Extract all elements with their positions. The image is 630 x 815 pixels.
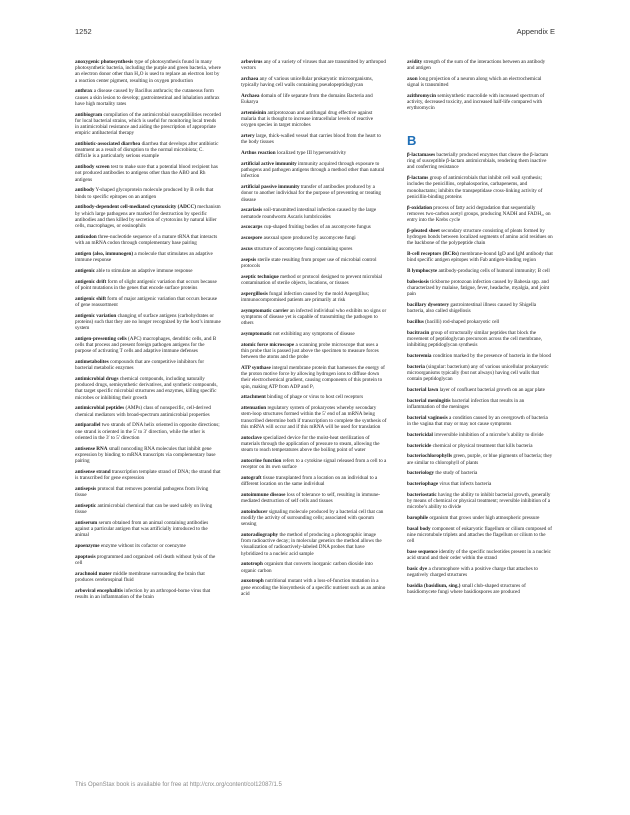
glossary-definition: gastrointestinal illness caused by Shigella bacteria, also called shigellosis (407, 302, 537, 315)
glossary-term: babesiosis (407, 278, 429, 285)
glossary-definition: protocol that removes potential pathogens from living tissue (75, 485, 209, 499)
glossary-definition: tickborne protozoan infection caused by Babesia spp. and characterized by malaise, fatigue, fever, headache, myalgia, and joint pain (407, 278, 550, 298)
glossary-term: bacillary dysentery (407, 302, 450, 309)
glossary-entry (75, 503, 221, 515)
glossary-entry (407, 251, 553, 263)
glossary-term: avidity (407, 59, 423, 65)
glossary-term: autoinducer (241, 508, 268, 515)
glossary-definition: fungal infection caused by the mold Aspergillus; immunocompromised patients are primarily at risk (241, 290, 369, 303)
glossary-term: bactericidal (407, 431, 433, 438)
glossary-term: ascus (241, 246, 253, 252)
glossary-definition: test to make sure that a potential blood recipient has not produced antibodies to antigens other than the ABO and Rh antigens (75, 164, 218, 183)
glossary-entry (241, 133, 387, 145)
glossary-entry (407, 205, 553, 224)
glossary-definition: (AMPs) class of nonspecific, cell-derived chemical mediators with broad-spectrum antimicrobial properties (75, 405, 211, 418)
glossary-term: barophile (407, 515, 429, 522)
glossary-entry (407, 76, 553, 88)
glossary-definition: mechanism by which large pathogens are marked for destruction by specific antibodies and then killed by secretion of cytotoxins by natural killer cells, macrophages, or eosinophils (75, 204, 221, 230)
glossary-term: bacterial lawn (407, 387, 439, 394)
glossary-entry (75, 112, 221, 137)
glossary-term: artery (241, 133, 255, 140)
glossary-definition: integral membrane protein that harnesses the energy of the proton motive force by allowing hydrogen ions to diffuse down their electrochemical gradient, causing components of this protein to spin, making ATP from ADP and Pᵢ (241, 365, 385, 390)
glossary-definition: asexual spore produced by ascomycete fungi (263, 235, 356, 242)
glossary-definition: any of a variety of viruses that are transmitted by arthropod vectors (241, 59, 386, 72)
glossary-term: autoclave (241, 434, 262, 441)
glossary-term: antisense strand (75, 468, 111, 475)
glossary-definition: serum obtained from an animal containing antibodies against a particular antigen that was artificially introduced to the animal (75, 519, 209, 539)
glossary-entry (75, 336, 221, 355)
glossary-definition: soil-transmitted intestinal infection caused by the large nematode roundworm Ascaris lumbricoides (241, 207, 377, 220)
glossary-term: Arthus reaction (241, 150, 276, 157)
glossary-entry (241, 110, 387, 129)
glossary-term: β-pleated sheet (407, 227, 440, 234)
glossary-entry (407, 453, 553, 465)
glossary-term: basal body (407, 526, 431, 532)
glossary-column-3-top (407, 59, 553, 129)
page-number: 1252 (75, 27, 92, 36)
glossary-definition: compilation of the antimicrobial susceptibilities recorded for local bacterial strains, which is useful for monitoring local trends in antimicrobial resistance and aiding the prescription of appropriate empiric antibacterial therapy (75, 111, 221, 137)
glossary-entry (75, 251, 221, 263)
glossary-definition: any of various unicellular prokaryotic microorganisms, typically having cell walls containing pseudopeptidoglycan (241, 76, 373, 89)
glossary-term: artificial passive immunity (241, 184, 300, 191)
glossary-term: antigen (also, immunogen) (75, 250, 134, 257)
glossary-entry (407, 387, 553, 393)
glossary-entry (407, 330, 553, 349)
glossary-definition: having the ability to inhibit bacterial growth, generally by means of chemical or physical treatment; reversible inhibition of a microbe’s ability to divide (407, 492, 551, 511)
footer-notice: This OpenStax book is available for free at http://cnx.org/content/col12087/1.5 (75, 782, 282, 788)
glossary-entry (407, 492, 553, 511)
glossary-definition: green, purple, or blue pigments of bacteria; they are similar to chlorophyll of plants (407, 453, 553, 466)
glossary-entry (407, 549, 553, 561)
glossary-entry (75, 268, 221, 274)
glossary-term: arbovirus (241, 59, 263, 65)
glossary-entry (407, 443, 553, 449)
glossary-term: antigenic (75, 267, 95, 274)
glossary-column-2 (241, 59, 387, 771)
glossary-entry (75, 88, 221, 107)
glossary-column-3 (407, 152, 553, 772)
glossary-entry (407, 175, 553, 200)
glossary-term: ascocarps (241, 224, 263, 231)
glossary-term: antimetabolites (75, 359, 109, 366)
glossary-entry (407, 481, 553, 487)
glossary-definition: organism that converts inorganic carbon dioxide into organic carbon (241, 561, 373, 574)
glossary-definition: group of structurally similar peptides that block the movement of peptidoglycan precursors across the cell membrane, inhibiting peptidoglycan synthesis (407, 329, 543, 349)
glossary-entry (241, 532, 387, 557)
glossary-term: Archaea (241, 93, 260, 99)
glossary-definition: binding of phage or virus to host cell receptors (267, 394, 364, 401)
glossary-entry (407, 59, 553, 71)
glossary-entry (241, 308, 387, 327)
glossary-entry (407, 268, 553, 274)
glossary-term: bacteriostatic (407, 492, 437, 498)
glossary-entry (407, 515, 553, 521)
glossary-entry (75, 187, 221, 199)
glossary-term: antibody screen (75, 164, 110, 171)
glossary-entry (241, 235, 387, 241)
glossary-definition: chemical compounds, including naturally produced drugs, semisynthetic derivatives, and synthetic compounds, that target specific microbial structures and enzymes, killing specific microbes or inhibiting their growth (75, 376, 218, 401)
glossary-definition: (singular: bacterium) any of various unicellular prokaryotic microorganisms typically (but not always) having cell walls that contain peptidoglycan (407, 363, 549, 383)
glossary-definition: specialized device for the moist-heat sterilization of materials through the application of pressure to steam, allowing the steam to reach temperatures above the boiling point of water (241, 434, 380, 454)
glossary-definition: chemical or physical treatment that kills bacteria (432, 442, 533, 449)
glossary-definition: nutritional mutant with a loss-of-function mutation in a gene encoding the biosynthesis of a specific nutrient such as an amino acid (241, 578, 386, 597)
glossary-entry (241, 224, 387, 230)
glossary-entry (75, 588, 221, 600)
glossary-entry (407, 302, 553, 314)
glossary-definition: middle membrane surrounding the brain that produces cerebrospinal fluid (75, 570, 205, 584)
glossary-definition: a chromophore with a positive charge that attaches to negatively charged structures (407, 566, 538, 579)
glossary-term: antibody-dependent cell-mediated cytotoxicity (ADCC) (75, 204, 196, 211)
section-letter-b: B (407, 133, 417, 148)
glossary-definition: form of major antigenic variation that occurs because of gene reassortment (75, 295, 218, 308)
glossary-term: antiseptic (75, 502, 97, 509)
glossary-term: antimicrobial peptides (75, 405, 125, 412)
glossary-term: bacterial vaginosis (407, 414, 448, 421)
glossary-term: auxotroph (241, 578, 264, 585)
glossary-term: basidia (basidium, sing.) (407, 583, 461, 590)
glossary-entry (75, 554, 221, 566)
glossary-definition: a scanning probe microscope that uses a thin probe that is passed just above the specimen to measure forces between the atoms and the probe (241, 341, 379, 361)
glossary-term: antigenic drift (75, 278, 107, 285)
glossary-term: archaea (241, 76, 259, 82)
glossary-term: bacteremia (407, 353, 432, 360)
glossary-definition: domain of life separate from the domains Bacteria and Eukarya (241, 93, 373, 106)
glossary-term: apoenzyme (75, 543, 100, 550)
glossary-entry (407, 364, 553, 383)
glossary-entry (241, 257, 387, 269)
glossary-definition: form of slight antigenic variation that occurs because of point mutations in the genes that encode surface proteins (75, 278, 217, 291)
glossary-term: β-oxidation (407, 204, 432, 211)
glossary-term: antibiogram (75, 111, 103, 118)
glossary-definition: a molecule that stimulates an adaptive immune response (75, 250, 213, 264)
glossary-column-1 (75, 59, 221, 771)
glossary-term: antimicrobial drugs (75, 376, 119, 383)
glossary-definition: a condition caused by an overgrowth of bacteria in the vagina that may or may not cause symptoms (407, 414, 548, 428)
glossary-definition: a disease caused by Bacillus anthracis; the cutaneous form causes a skin lesion to develop; gastrointestinal and inhalation anthrax have high mortality rates (75, 88, 220, 107)
glossary-entry (407, 415, 553, 427)
glossary-definition: signaling molecule produced by a bacterial cell that can modify the activity of surrounding cells; associated with quorum sensing (241, 508, 384, 528)
glossary-entry (407, 93, 553, 112)
page-header (75, 27, 555, 39)
glossary-definition: (APC) macrophages, dendritic cells, and B cells that process and present foreign pathogen antigens for the purpose of activating T cells and adaptive immune defenses (75, 335, 217, 355)
glossary-entry (407, 279, 553, 298)
glossary-entry (407, 432, 553, 438)
glossary-definition: layer of confluent bacterial growth on an agar plate (439, 387, 545, 394)
glossary-entry (407, 398, 553, 410)
glossary-term: antigenic shift (75, 295, 106, 302)
glossary-term: bacteriology (407, 470, 435, 477)
glossary-definition: tissue transplanted from a location on an individual to a different location on the same individual (241, 474, 378, 488)
glossary-definition: transcription template strand of DNA; the strand that is transcribed for gene expression (75, 468, 221, 482)
glossary-term: attachment (241, 394, 266, 401)
glossary-entry (241, 207, 387, 219)
glossary-definition: bacterial infection that results in an inflammation of the meninges (407, 397, 525, 411)
appendix-title: Appendix E (516, 27, 555, 36)
glossary-definition: the study of bacteria (435, 470, 478, 477)
glossary-term: antibody (75, 187, 95, 194)
glossary-term: arboviral encephalitis (75, 587, 123, 594)
glossary-entry (241, 458, 387, 470)
glossary-entry (75, 313, 221, 332)
glossary-term: antisepsis (75, 485, 97, 492)
glossary-entry (241, 492, 387, 504)
glossary-definition: irreversible inhibition of a microbe’s ability to divide (434, 431, 544, 438)
glossary-term: anoxygenic photosynthesis (75, 59, 134, 65)
glossary-term: antibiotic-associated diarrhea (75, 141, 141, 148)
glossary-term: autotroph (241, 561, 263, 568)
glossary-term: artemisinin (241, 110, 267, 116)
glossary-definition: semisynthetic macrolide with increased spectrum of activity, decreased toxicity, and increased half-life compared with erythromycin (407, 93, 545, 112)
glossary-definition: infection by an arthropod-borne virus that results in an inflammation of the brain (75, 587, 211, 601)
glossary-definition: compounds that are competitive inhibitors for bacterial metabolic enzymes (75, 359, 205, 372)
glossary-entry (75, 376, 221, 401)
glossary-entry (241, 331, 387, 337)
glossary-entry (75, 486, 221, 498)
glossary-term: bacitracin (407, 329, 430, 336)
glossary-definition: bacterially produced enzymes that cleave the β-lactam ring of susceptible β-lactam antimicrobials, rendering them inactive and conferring resistance (407, 152, 549, 171)
glossary-entry (75, 204, 221, 229)
glossary-definition: membrane-bound IgD and IgM antibody that bind specific antigen epitopes with Fab antigen-binding region (407, 251, 553, 264)
glossary-entry (407, 228, 553, 247)
glossary-term: autograft (241, 474, 262, 481)
glossary-term: antiserum (75, 519, 98, 526)
glossary-entry (241, 76, 387, 88)
glossary-term: bacillus (407, 319, 424, 326)
glossary-definition: antiprotozoan and antifungal drug effective against malaria that is thought to increase intracellular levels of reactive oxygen species in target microbes (241, 110, 374, 129)
glossary-definition: process of fatty acid degradation that sequentially removes two-carbon acetyl groups, producing NADH and FADH₂, on entry into the Krebs cycle (407, 204, 551, 224)
glossary-definition: antibody-producing cells of humoral immunity; B cell (438, 268, 550, 275)
glossary-entry (75, 164, 221, 183)
glossary-term: β-lactamases (407, 152, 436, 158)
glossary-term: azithromycin (407, 93, 437, 99)
glossary-definition: two strands of DNA helix oriented in opposite directions; one strand is oriented in the 5′ to 3′ direction, while the other is oriented in the 3′ to 5′ direction (75, 422, 220, 441)
glossary-term: attenuation (241, 405, 267, 412)
glossary-term: aspergillosis (241, 290, 268, 297)
glossary-term: base sequence (407, 549, 438, 556)
glossary-entry (241, 509, 387, 528)
glossary-term: arachnoid mater (75, 570, 112, 577)
glossary-entry (75, 59, 221, 84)
glossary-definition: (bacilli) rod-shaped prokaryotic cell (425, 319, 500, 326)
glossary-term: basic dye (407, 566, 428, 573)
glossary-term: antisense RNA (75, 445, 108, 452)
glossary-definition: three-nucleotide sequence of a mature tRNA that interacts with an mRNA codon through complementary base pairing (75, 233, 218, 247)
glossary-definition: large, thick-walled vessel that carries blood from the heart to the body tissues (241, 133, 381, 146)
glossary-entry (241, 59, 387, 71)
glossary-definition: an infected individual who exhibits no signs or symptoms of disease yet is capable of transmitting the pathogen to others (241, 307, 387, 327)
glossary-definition: not exhibiting any symptoms of disease (273, 331, 355, 337)
glossary-entry (75, 446, 221, 465)
glossary-entry (75, 234, 221, 246)
glossary-definition: localized type III hypersensitivity (276, 150, 347, 157)
glossary-entry (75, 405, 221, 417)
glossary-definition: virus that infects bacteria (439, 481, 492, 488)
glossary-entry (407, 526, 553, 545)
glossary-entry (75, 469, 221, 481)
glossary-term: B lymphocyte (407, 268, 438, 275)
glossary-entry (241, 342, 387, 361)
glossary-term: artificial active immunity (241, 161, 297, 167)
glossary-definition: type of photosynthesis found in many photosynthetic bacteria, including the purple and green bacteria, where an electron donor other than H₂O is used to replace an electron lost by a reaction center pigment, resulting in oxygen production (75, 59, 221, 84)
glossary-term: atomic force microscope (241, 341, 295, 348)
glossary-term: β-lactams (407, 175, 429, 182)
glossary-term: autoradiography (241, 532, 279, 539)
glossary-definition: cup-shaped fruiting bodies of an ascomycete fungus (263, 224, 371, 231)
glossary-term: antigenic variation (75, 312, 117, 319)
glossary-definition: condition marked by the presence of bacteria in the blood (432, 353, 552, 360)
glossary-term: bacteria (407, 363, 425, 370)
glossary-definition: sterile state resulting from proper use of microbial control protocols (241, 256, 377, 269)
glossary-entry (241, 405, 387, 430)
glossary-entry (407, 566, 553, 578)
glossary-definition: long projection of a neuron along which an electrochemical signal is transmitted (407, 76, 542, 89)
glossary-term: axon (407, 76, 418, 82)
glossary-entry (241, 291, 387, 303)
glossary-definition: enzyme without its cofactor or coenzyme (100, 543, 186, 550)
glossary-entry (75, 279, 221, 291)
glossary-definition: organism that grows under high atmospheric pressure (429, 515, 540, 522)
glossary-definition: antimicrobial chemical that can be used safely on living tissue (75, 502, 213, 516)
glossary-entry (241, 394, 387, 400)
glossary-definition: structure of ascomycete fungi containing spores (254, 246, 353, 252)
glossary-definition: group of antimicrobials that inhibit cell wall synthesis; includes the penicillins, cephalosporins, carbapenems, and monobactams; inhibits the transpeptidase cross-linking activity of penicillin-binding proteins (407, 175, 543, 200)
glossary-definition: able to stimulate an adaptive immune response (96, 267, 193, 274)
glossary-term: antiparallel (75, 422, 101, 429)
glossary-term: antigen-presenting cells (75, 335, 127, 342)
glossary-entry (407, 583, 553, 595)
glossary-definition: immunity acquired through exposure to pathogens and pathogen antigens through a method other than natural infection (241, 161, 385, 180)
glossary-term: bacteriochlorophylls (407, 453, 453, 460)
glossary-entry (241, 93, 387, 105)
glossary-entry (407, 353, 553, 359)
glossary-definition: refers to a cytokine signal released from a cell to a receptor on its own surface (241, 457, 387, 471)
glossary-definition: programmed and organized cell death without lysis of the cell (75, 553, 216, 567)
glossary-entry (241, 475, 387, 487)
glossary-entry (407, 319, 553, 325)
glossary-definition: method or protocol designed to prevent microbial contamination of sterile objects, locations, or tissues (241, 273, 383, 286)
glossary-definition: transfer of antibodies produced by a donor to another individual for the purpose of preventing or treating disease (241, 184, 381, 203)
glossary-entry (75, 359, 221, 371)
glossary-term: aseptic technique (241, 273, 279, 280)
glossary-term: asymptomatic carrier (241, 307, 289, 314)
glossary-definition: the method of producing a photographic image from radioactive decay; in molecular genetics the method allows the visualization of radioactively-labeled DNA probes that have hybridized to a nucleic acid sample (241, 532, 382, 557)
glossary-definition: changing of surface antigens (carbohydrates or proteins) such that they are no longer recognized by the host’s immune system (75, 312, 221, 332)
glossary-term: ascospore (241, 235, 263, 242)
glossary-definition: identity of the specific nucleotides present in a nucleic acid strand and their order within the strand (407, 549, 551, 562)
glossary-term: anthrax (75, 88, 93, 95)
glossary-entry (241, 150, 387, 156)
glossary-term: asepsis (241, 256, 257, 263)
glossary-entry (241, 184, 387, 203)
glossary-entry (407, 152, 553, 171)
glossary-definition: diarrhea that develops after antibiotic treatment as a result of disruption to the normal microbiota; C. difficile is a particularly serious example (75, 141, 219, 160)
glossary-definition: regulatory system of prokaryotes whereby secondary stem-loop structures formed within the 5′ end of an mRNA being transcribed determine both if transcription to complete the synthesis of this mRNA will occur and if this mRNA will be used for translation (241, 405, 387, 430)
glossary-term: asymptomatic (241, 331, 272, 337)
glossary-entry (407, 470, 553, 476)
glossary-entry (241, 365, 387, 390)
glossary-entry (241, 578, 387, 597)
glossary-definition: strength of the sum of the interactions between an antibody and antigen (407, 59, 546, 72)
glossary-entry (75, 141, 221, 160)
glossary-term: bacteriophage (407, 481, 439, 488)
glossary-definition: Y-shaped glycoprotein molecule produced by B cells that binds to specific epitopes on an antigen (75, 187, 214, 200)
glossary-definition: loss of tolerance to self, resulting in immune-mediated destruction of self cells and tissues (241, 491, 381, 505)
glossary-entry (241, 274, 387, 286)
glossary-definition: secondary structure consisting of pleats formed by hydrogen bonds between localized segments of amino acid residues on the backbone of the polypeptide chain (407, 227, 553, 247)
glossary-entry (241, 561, 387, 573)
glossary-entry (241, 161, 387, 180)
glossary-entry (241, 435, 387, 454)
glossary-term: ATP synthase (241, 365, 271, 371)
glossary-term: B-cell receptors (BCRs) (407, 251, 459, 258)
glossary-term: autocrine function (241, 457, 282, 464)
glossary-term: ascariasis (241, 207, 263, 214)
glossary-definition: component of eukaryotic flagellum or cilium composed of nine microtubule triplets and attaches the flagellum or cilium to the cell (407, 526, 552, 545)
glossary-term: bacterial meningitis (407, 397, 451, 404)
glossary-term: bactericide (407, 442, 432, 449)
glossary-entry (75, 520, 221, 539)
glossary-term: anticodon (75, 233, 97, 240)
glossary-term: apoptosis (75, 553, 96, 560)
glossary-entry (75, 296, 221, 308)
glossary-entry (75, 422, 221, 441)
glossary-term: autoimmune disease (241, 491, 286, 498)
glossary-entry (241, 246, 387, 252)
glossary-entry (75, 571, 221, 583)
glossary-definition: small club-shaped structures of basidiomycete fungi where basidiospores are produced (407, 583, 526, 596)
glossary-entry (75, 543, 221, 549)
glossary-definition: small noncoding RNA molecules that inhibit gene expression by binding to mRNA transcripts via complementary base pairing (75, 445, 216, 465)
